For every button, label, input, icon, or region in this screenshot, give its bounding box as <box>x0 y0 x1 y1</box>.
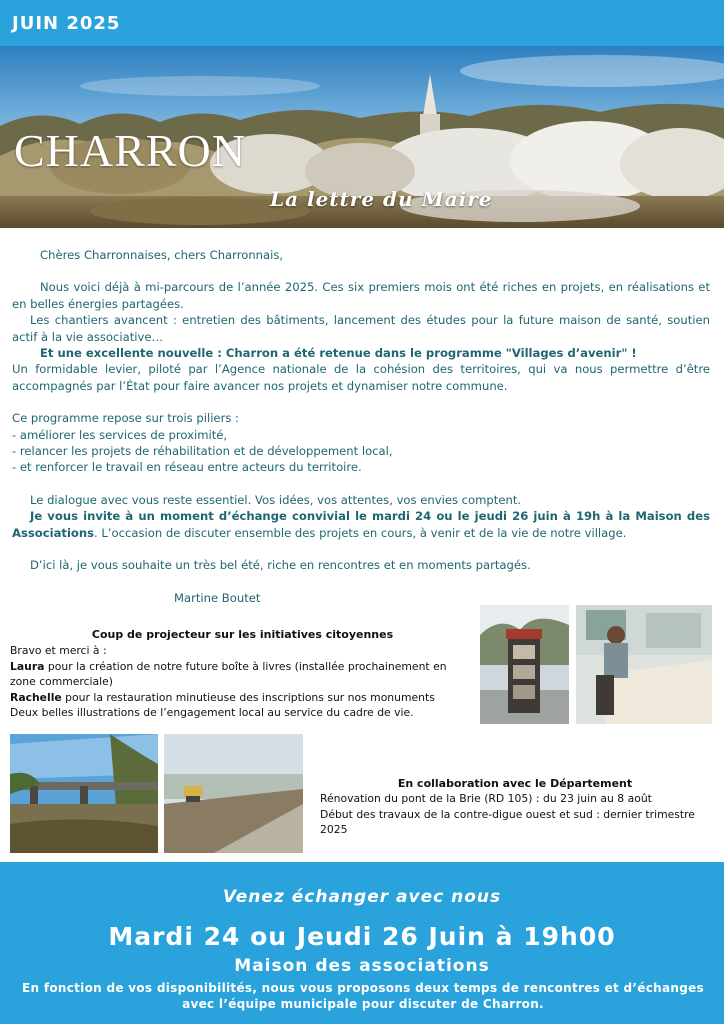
mayor-letter <box>12 247 710 606</box>
spotlight-item: Rachelle pour la restauration minutieuse des inscriptions sur nos monuments <box>10 690 435 704</box>
footer-heading: Venez échanger avec nous <box>222 887 502 907</box>
letter-paragraph: Nous voici déjà à mi-parcours de l’année 2025. Ces six premiers mois ont été riches en projets, en réalisations et en belles énergies partagées. <box>12 280 710 311</box>
pillar-item: - et renforcer le travail en réseau entre acteurs du territoire. <box>12 460 362 475</box>
top-banner <box>0 0 724 46</box>
letter-invitation <box>12 508 710 541</box>
letter-highlight: Et une excellente nouvelle : Charron a été retenue dans le programme "Villages d’avenir" ! <box>40 346 637 361</box>
spotlight-item: Laura pour la création de notre future boîte à livres (installée prochainement en zone commerciale) <box>10 659 447 689</box>
collab-item: Rénovation du pont de la Brie (RD 105) : du 23 juin au 8 août <box>320 792 652 806</box>
book-box-photo <box>480 605 569 724</box>
letter-paragraph: Un formidable levier, piloté par l’Agence nationale de la cohésion des territoires, qui va nous permettre d’être accompagnés par l’État pour faire avancer nos projets et dynamiser notre commune. <box>12 362 710 393</box>
footer-description: En fonction de vos disponibilités, nous vous proposons deux temps de rencontres et d’échanges avec l’équipe municipale pour discuter de Charron. <box>22 981 704 1011</box>
pillar-item: - relancer les projets de réhabilitation et de développement local, <box>12 444 393 459</box>
invitation-rest: . L’occasion de discuter ensemble des projets en cours, à venir et de la vie de notre village. <box>94 525 627 540</box>
newsletter-subtitle: La lettre du Maire <box>270 187 493 211</box>
pillar-item: - améliorer les services de proximité, <box>12 427 228 442</box>
letter-paragraph: Ce programme repose sur trois piliers : <box>12 411 239 426</box>
invitation-bold: Je vous invite à un moment d’échange convivial le mardi 24 ou le jeudi 26 juin à 19h à la Maison des Associations <box>12 509 710 540</box>
footer-location: Maison des associations <box>234 956 490 976</box>
collab-item: Début des travaux de la contre-digue ouest et sud : dernier trimestre 2025 <box>320 807 695 837</box>
citizen-initiatives <box>10 627 475 720</box>
hero-photo <box>0 46 724 228</box>
issue-date: JUIN 2025 <box>12 13 121 34</box>
person-name: Laura <box>10 659 45 673</box>
department-collaboration <box>320 776 710 838</box>
dike-works-photo <box>164 734 303 853</box>
bridge-photo <box>10 734 158 853</box>
town-name: CHARRON <box>14 125 246 176</box>
letter-paragraph: Les chantiers avancent : entretien des bâtiments, lancement des études pour la future maison de santé, soutien actif à la vie associative… <box>12 313 710 344</box>
footer-dates: Mardi 24 ou Jeudi 26 Juin à 19h00 <box>108 922 616 951</box>
letter-paragraph: Le dialogue avec vous reste essentiel. Vos idées, vos attentes, vos envies comptent. <box>30 492 522 507</box>
signature: Martine Boutet <box>174 590 261 605</box>
person-name: Rachelle <box>10 690 62 704</box>
invitation-banner <box>0 862 724 1024</box>
spotlight-outro: Deux belles illustrations de l’engagement local au service du cadre de vie. <box>10 706 414 720</box>
letter-paragraph: D’ici là, je vous souhaite un très bel été, riche en rencontres et en moments partagés. <box>30 558 531 573</box>
restoration-photo <box>576 605 712 724</box>
section-title: En collaboration avec le Département <box>397 777 633 790</box>
section-title: Coup de projecteur sur les initiatives citoyennes <box>91 628 394 641</box>
letter-greeting: Chères Charronnaises, chers Charronnais, <box>40 248 284 262</box>
spotlight-intro: Bravo et merci à : <box>10 644 107 658</box>
